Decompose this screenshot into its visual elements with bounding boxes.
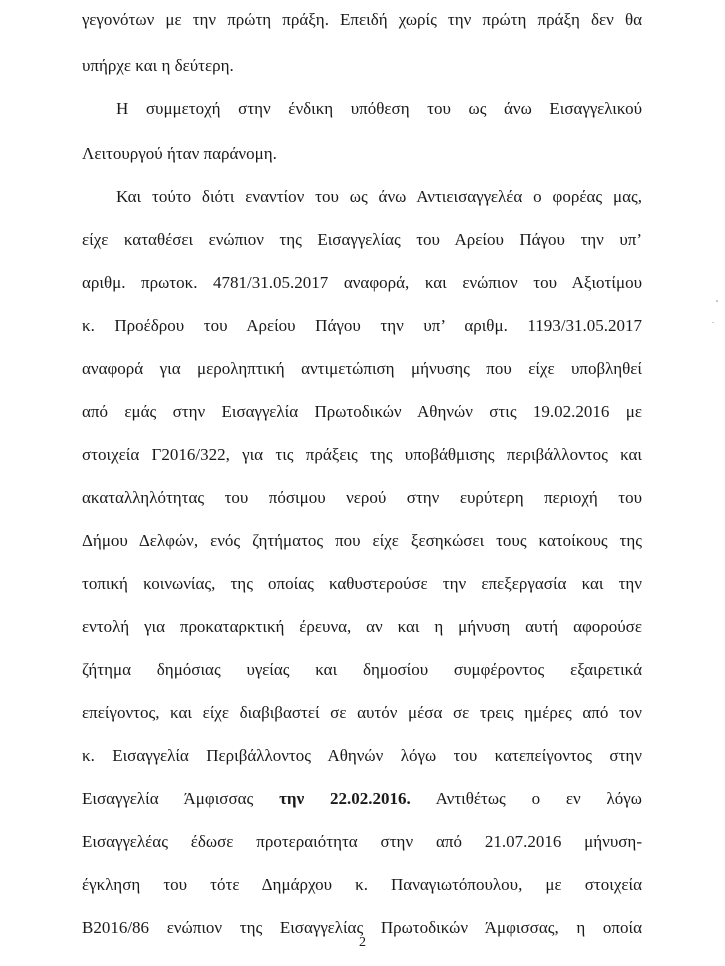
text-line: εντολή για προκαταρκτική έρευνα, αν και η μήνυση αυτή αφορούσε	[82, 617, 642, 636]
scan-speck	[716, 300, 718, 302]
text-segment: Αντιθέτως ο εν λόγω	[410, 789, 642, 808]
text-line: επείγοντος, και είχε διαβιβαστεί σε αυτόν μέσα σε τρεις ημέρες από τον	[82, 703, 642, 722]
text-line: Β2016/86 ενώπιον της Εισαγγελίας Πρωτοδικών Άμφισσας, η οποία	[82, 918, 642, 937]
page-number: 2	[359, 935, 366, 950]
text-line: Και τούτο διότι εναντίον του ως άνω Αντιεισαγγελέα ο φορέας μας,	[116, 187, 642, 206]
bold-date: την 22.02.2016.	[279, 789, 411, 808]
text-line: γεγονότων με την πρώτη πράξη. Επειδή χωρίς την πρώτη πράξη δεν θα	[82, 10, 642, 29]
text-line: ακαταλληλότητας του πόσιμου νερού στην ευρύτερη περιοχή του	[82, 488, 642, 507]
text-line: Η συμμετοχή στην ένδικη υπόθεση του ως άνω Εισαγγελικού	[116, 99, 642, 118]
text-line: έγκληση του τότε Δημάρχου κ. Παναγιωτόπουλου, με στοιχεία	[82, 875, 642, 894]
scan-speck	[712, 322, 714, 323]
text-line: Λειτουργού ήταν παράνομη.	[82, 144, 277, 163]
text-segment: Εισαγγελία Άμφισσας	[82, 789, 280, 808]
text-line-with-bold-date	[82, 788, 642, 810]
text-line: από εμάς στην Εισαγγελία Πρωτοδικών Αθηνών στις 19.02.2016 με	[82, 402, 642, 421]
text-line: ζήτημα δημόσιας υγείας και δημοσίου συμφέροντος εξαιρετικά	[82, 660, 642, 679]
text-line: αναφορά για μεροληπτική αντιμετώπιση μήνυσης που είχε υποβληθεί	[82, 359, 642, 378]
text-line: αριθμ. πρωτοκ. 4781/31.05.2017 αναφορά, και ενώπιον του Αξιοτίμου	[82, 273, 642, 292]
text-line: είχε καταθέσει ενώπιον της Εισαγγελίας του Αρείου Πάγου την υπ’	[82, 230, 642, 249]
text-line: τοπική κοινωνίας, της οποίας καθυστερούσε την επεξεργασία και την	[82, 574, 642, 593]
text-line: Δήμου Δελφών, ενός ζητήματος που είχε ξεσηκώσει τους κατοίκους της	[82, 531, 642, 550]
text-line: Εισαγγελέας έδωσε προτεραιότητα στην από 21.07.2016 μήνυση-	[82, 832, 642, 851]
text-line: κ. Εισαγγελία Περιβάλλοντος Αθηνών λόγω του κατεπείγοντος στην	[82, 746, 642, 765]
text-line: υπήρχε και η δεύτερη.	[82, 56, 234, 75]
text-line: κ. Προέδρου του Αρείου Πάγου την υπ’ αριθμ. 1193/31.05.2017	[82, 316, 642, 335]
text-line: στοιχεία Γ2016/322, για τις πράξεις της υποβάθμισης περιβάλλοντος και	[82, 445, 642, 464]
